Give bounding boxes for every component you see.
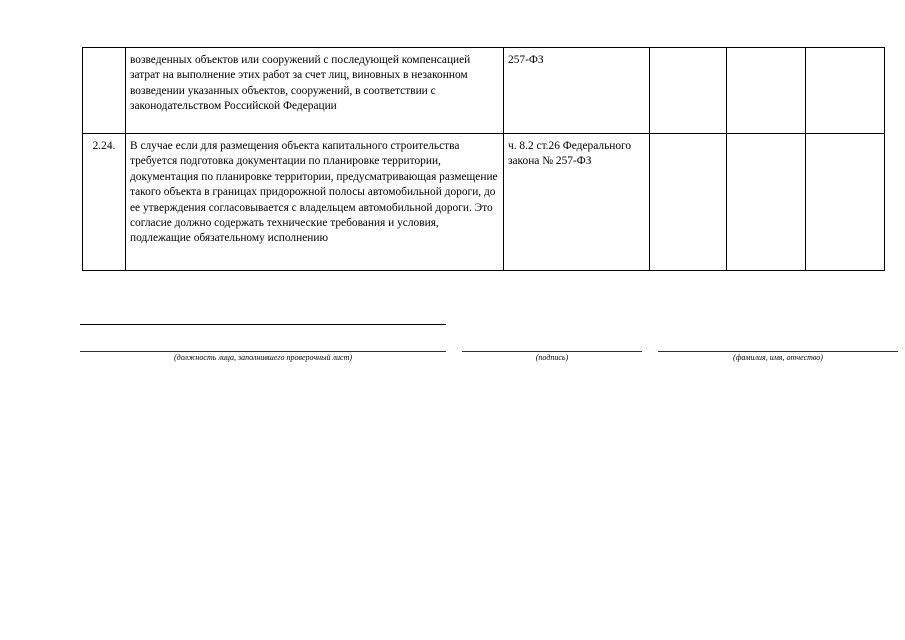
answer-cell [806, 134, 885, 271]
table-row [83, 134, 885, 271]
position-caption: (должность лица, заполнившего проверочный лист) [173, 353, 353, 362]
checklist-table [82, 47, 885, 271]
answer-cell [650, 48, 727, 134]
law-reference: 257-ФЗ [504, 48, 650, 134]
answer-cell [727, 48, 806, 134]
position-line [80, 351, 446, 352]
signature-top-rule [80, 324, 446, 325]
answer-cell [727, 134, 806, 271]
name-caption: (фамилия, имя, отчество) [733, 353, 823, 362]
law-reference: ч. 8.2 ст.26 Федерального закона № 257-ФЗ [504, 134, 650, 271]
table-row [83, 48, 885, 134]
signature-caption: (подпись) [535, 353, 569, 362]
requirement-text: возведенных объектов или сооружений с последующей компенсацией затрат на выполнение этих работ за счет лиц, виновных в незаконном возведении указанных объектов, сооружений, в соответствии с законодательством Российской Федерации [126, 48, 504, 134]
name-line [658, 351, 898, 352]
requirement-text: В случае если для размещения объекта капитального строительства требуется подготовка документации по планировке территории, документация по планировке территории, предусматривающая размещение такого объекта в границах придорожной полосы автомобильной дороги, до ее утверждения согласовывается с владельцем автомобильной дороги. Это согласие должно содержать технические требования и условия, подлежащие обязательному исполнению [126, 134, 504, 271]
signature-line [462, 351, 642, 352]
row-number: 2.24. [83, 134, 126, 271]
answer-cell [806, 48, 885, 134]
answer-cell [650, 134, 727, 271]
row-number [83, 48, 126, 134]
